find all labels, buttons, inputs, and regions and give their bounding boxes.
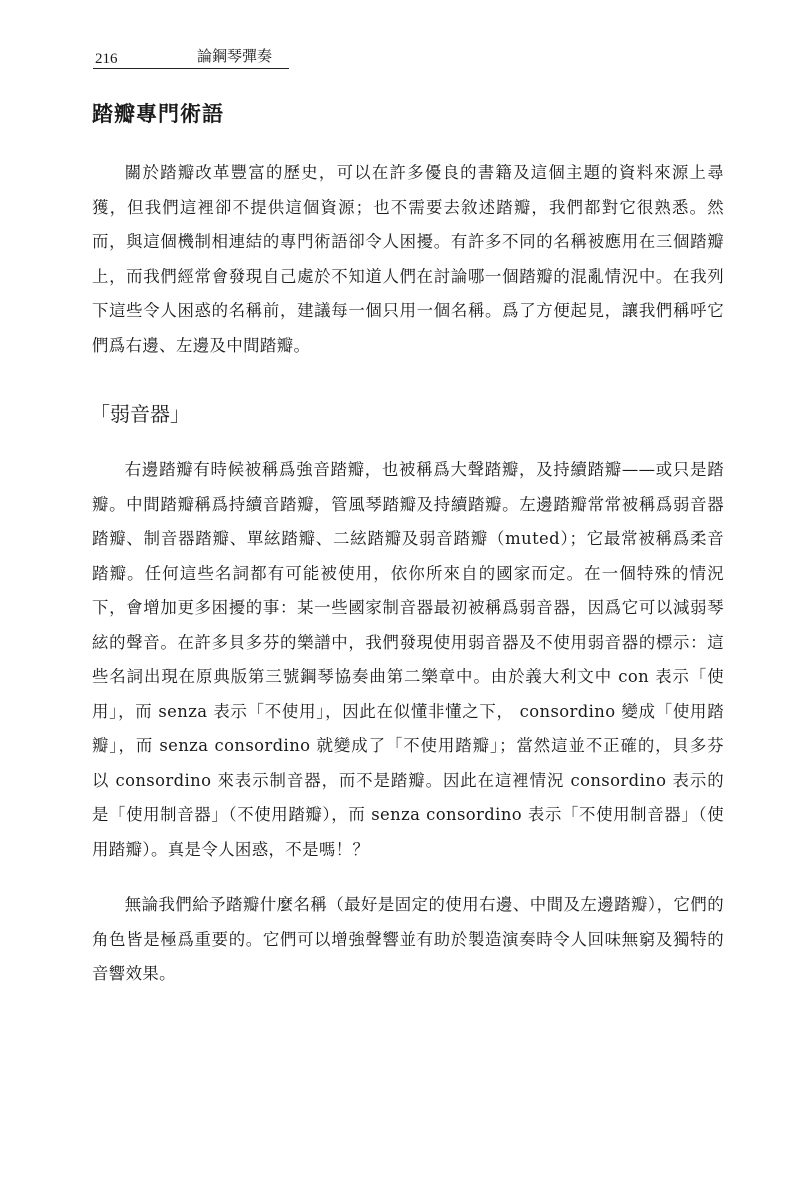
paragraph-pedal-role: 無論我們給予踏瓣什麼名稱（最好是固定的使用右邊、中間及左邊踏瓣），它們的角色皆是極爲重要的。它們可以增強聲響並有助於製造演奏時令人回味無窮及獨特的音響效果。 [92, 895, 724, 983]
book-title: 論鋼琴彈奏 [197, 47, 273, 65]
page-number: 216 [95, 51, 118, 67]
section-heading-sordino: 「弱音器」 [90, 402, 190, 426]
paragraph-pedal-names: 右邊踏瓣有時候被稱爲強音踏瓣，也被稱爲大聲踏瓣，及持續踏瓣——或只是踏瓣。中間踏瓣稱爲持續音踏瓣，管風琴踏瓣及持續踏瓣。左邊踏瓣常常被稱爲弱音器踏瓣、制音器踏瓣、單絃踏瓣、二絃踏瓣及弱音踏瓣（muted）；它最常被稱爲柔音踏瓣。任何這些名詞都有可能被使用，依你所來自的國家而定。在一個特殊的情況下，會增加更多困擾的事：某一些國家制音器最初被稱爲弱音器，因爲它可以減弱琴絃的聲音。在許多貝多芬的樂譜中，我們發現使用弱音器及不使用弱音器的標示：這些名詞出現在原典版第三號鋼琴協奏曲第二樂章中。由於義大利文中 con 表示「使用」，而 senza 表示「不使用」，因此在似懂非懂之下， consordino 變成「使用踏瓣」，而 senza consordino 就變成了「不使用踏瓣」；當然這並不正確的，貝多芬以 consordino 來表示制音器，而不是踏瓣。因此在這裡情況 consordino 表示的是「使用制音器」（不使用踏瓣），而 senza consordino 表示「不使用制音器」（使用踏瓣）。真是令人困惑，不是嗎！？ [92, 460, 724, 859]
section-heading-pedal-terminology: 踏瓣專門術語 [92, 102, 224, 126]
paragraph-pedal-history: 關於踏瓣改革豐富的歷史，可以在許多優良的書籍及這個主題的資料來源上尋獲，但我們這裡卻不提供這個資源；也不需要去敘述踏瓣，我們都對它很熟悉。然而，與這個機制相連結的專門術語卻令人困擾。有許多不同的名稱被應用在三個踏瓣上，而我們經常會發現自己處於不知道人們在討論哪一個踏瓣的混亂情況中。在我列下這些令人困惑的名稱前，建議每一個只用一個名稱。爲了方便起見，讓我們稱呼它們爲右邊、左邊及中間踏瓣。 [92, 163, 724, 355]
running-header [93, 44, 289, 69]
